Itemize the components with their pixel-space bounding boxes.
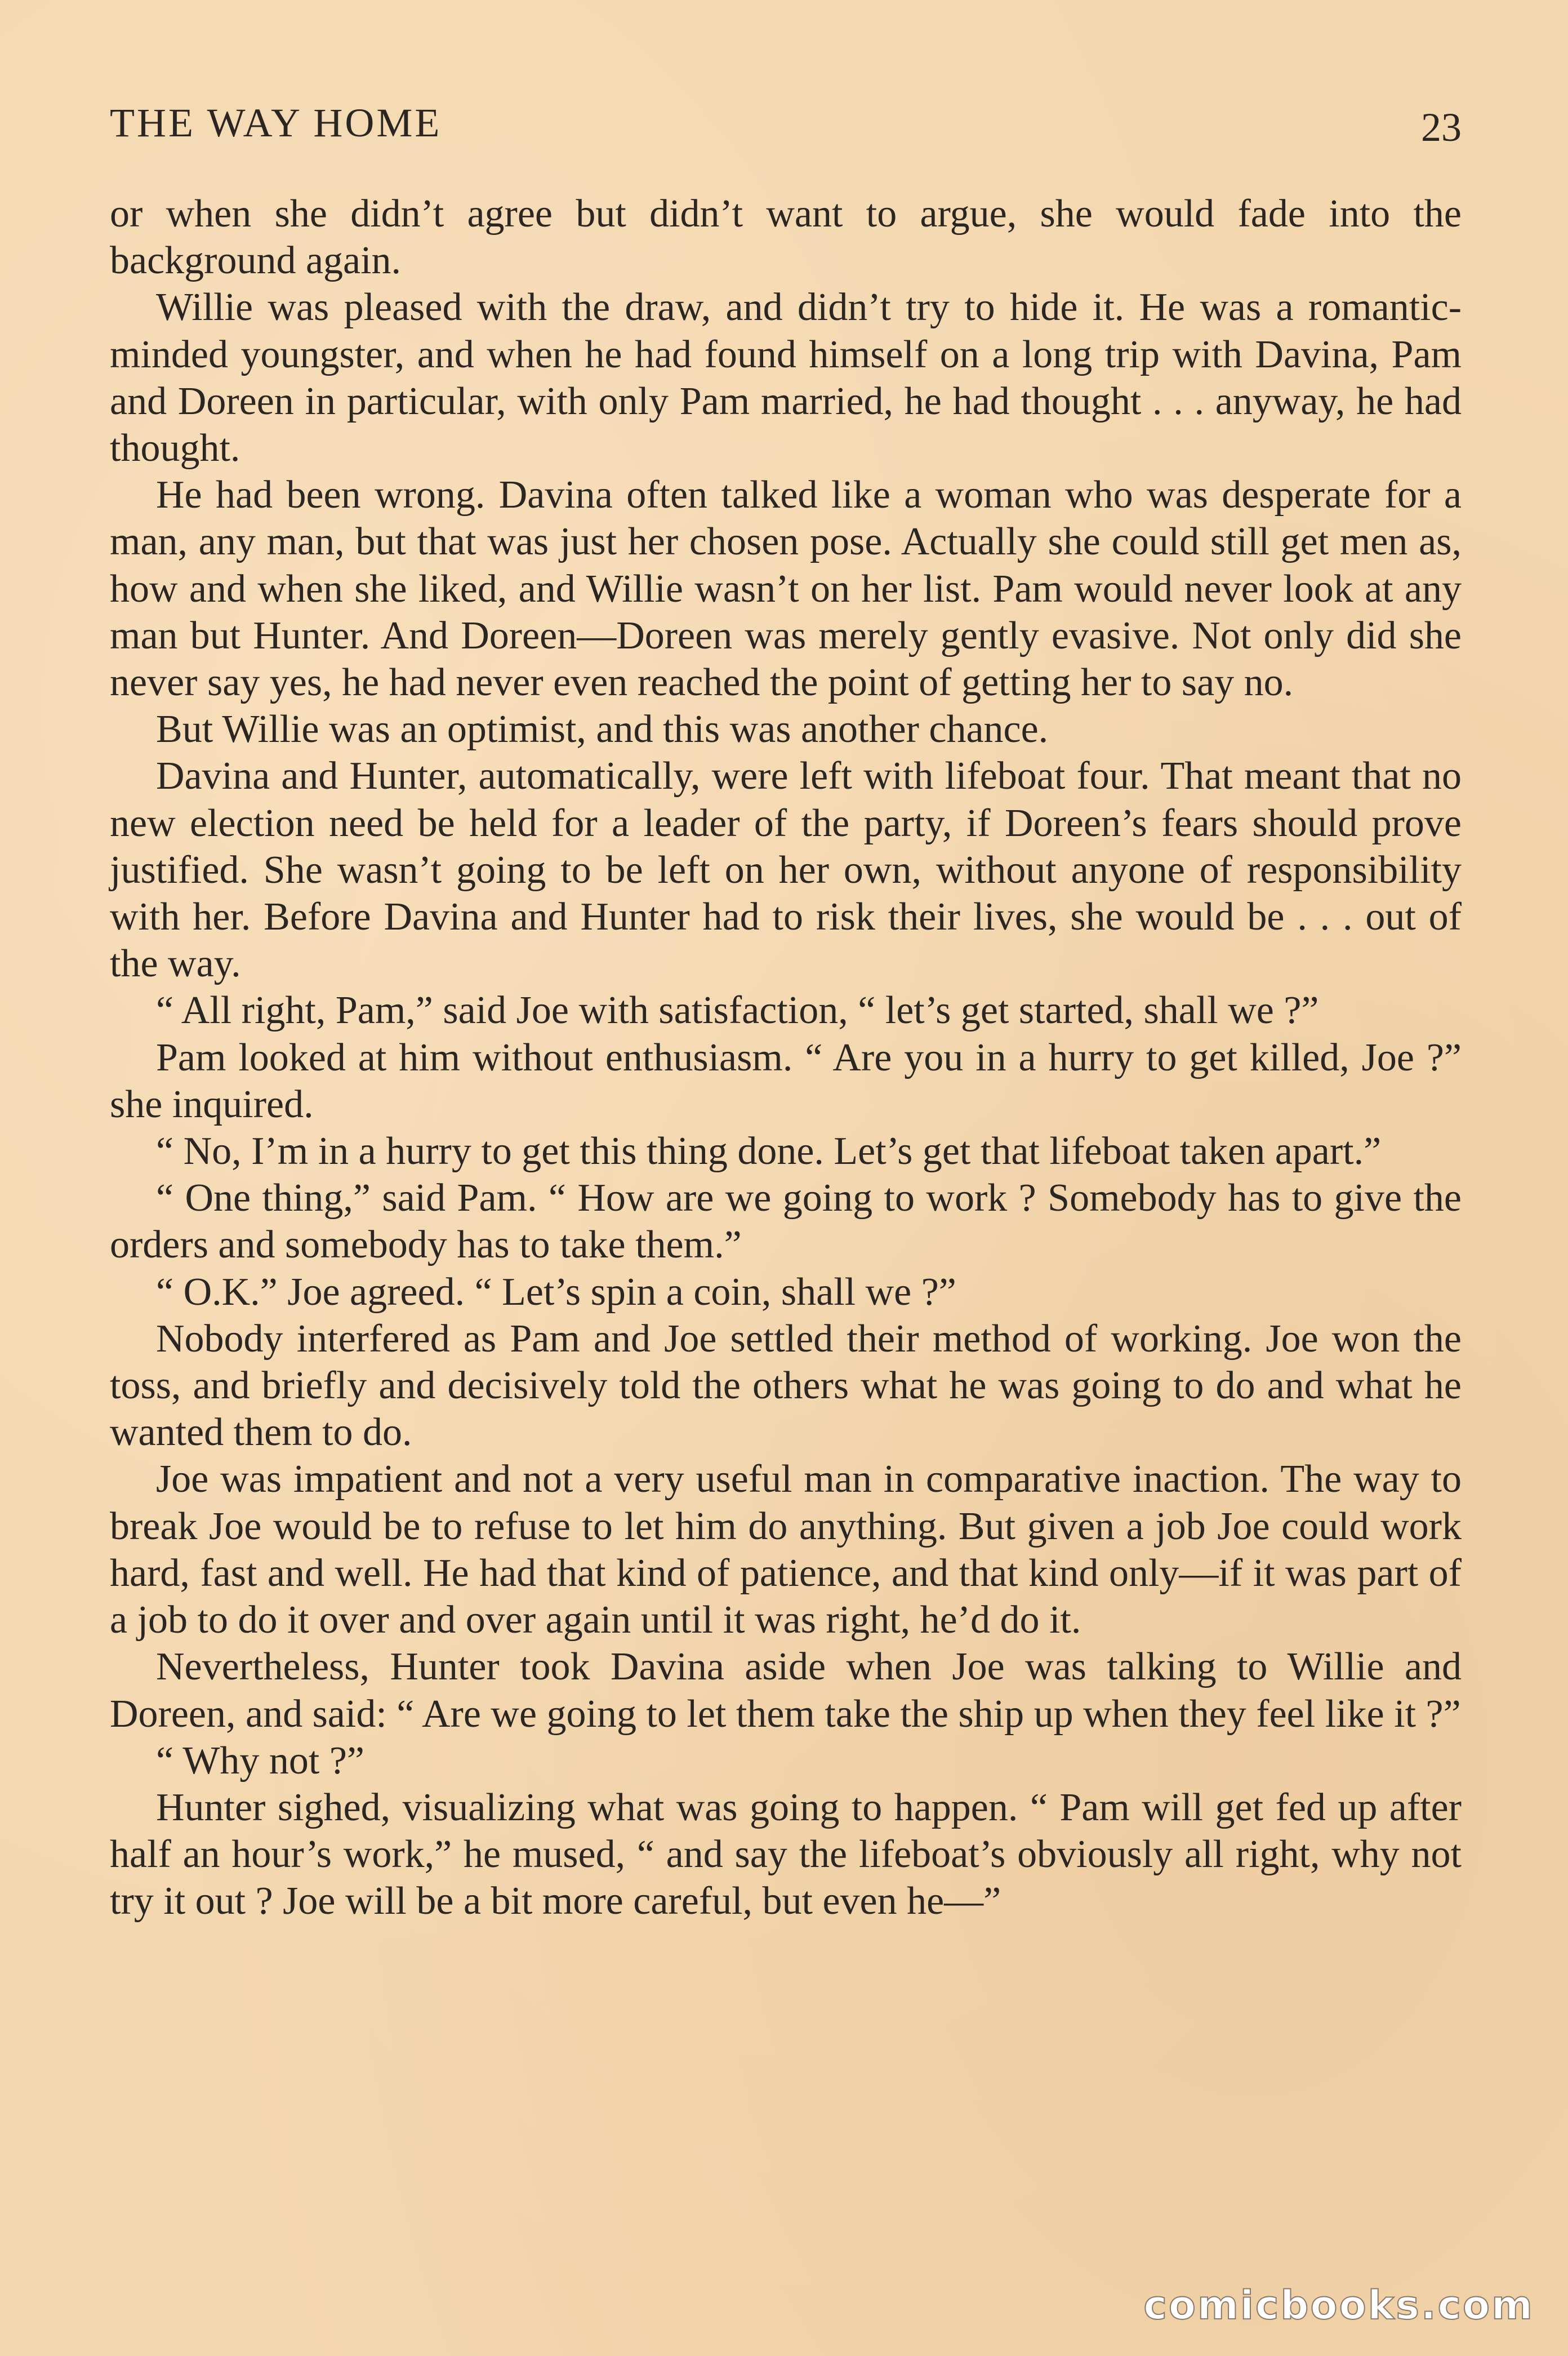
running-title: THE WAY HOME (110, 100, 442, 145)
paragraph: Nobody interfered as Pam and Joe settled their method of working. Joe won the toss, and briefly and decisively told the others what he was going to do and what he wanted them to do. (110, 1317, 1462, 1455)
paragraph: Pam looked at him without enthusiasm. “ Are you in a hurry to get killed, Joe ?” she inquired. (110, 1035, 1462, 1126)
paragraph: “ One thing,” said Pam. “ How are we going to work ? Somebody has to give the orders and somebody has to take them.” (110, 1176, 1462, 1267)
paragraph: “ All right, Pam,” said Joe with satisfaction, “ let’s get started, shall we ?” (156, 989, 1319, 1033)
paragraph: Hunter sighed, visualizing what was going to happen. “ Pam will get fed up after half an hour’s work,” he mused, “ and say the lifeboat’s obviously all right, why not try it out ? Joe will be a bit more careful, but even he—” (110, 1785, 1462, 1923)
watermark-logo: comicbooks.com (1143, 2282, 1534, 2328)
body-text (110, 190, 1462, 1925)
paragraph: Willie was pleased with the draw, and didn’t try to hide it. He was a romantic-minded youngster, and when he had found himself on a long trip with Davina, Pam and Doreen in particular, with only Pam married, he had thought . . . anyway, he had thought. (110, 286, 1462, 470)
paragraph: Joe was impatient and not a very useful man in comparative inaction. The way to break Joe would be to refuse to let him do anything. But given a job Joe could work hard, fast and well. He had that kind of patience, and that kind only—if it was part of a job to do it over and over again until it was right, he’d do it. (110, 1457, 1462, 1642)
paragraph: “ Why not ?” (156, 1739, 364, 1782)
running-head (110, 95, 1462, 151)
paragraph: But Willie was an optimist, and this was another chance. (156, 708, 1049, 752)
paragraph: or when she didn’t agree but didn’t want to argue, she would fade into the background again. (110, 192, 1462, 283)
paragraph: “ No, I’m in a hurry to get this thing done. Let’s get that lifeboat taken apart.” (156, 1130, 1382, 1173)
page-number: 23 (1421, 105, 1462, 150)
paragraph: Davina and Hunter, automatically, were left with lifeboat four. That meant that no new election need be held for a leader of the party, if Doreen’s fears should prove justified. She wasn’t going to be left on her own, without anyone of responsibility with her. Before Davina and Hunter had to risk their lives, she would be . . . out of the way. (110, 754, 1462, 986)
paragraph: “ O.K.” Joe agreed. “ Let’s spin a coin, shall we ?” (156, 1270, 956, 1314)
paragraph: He had been wrong. Davina often talked like a woman who was desperate for a man, any man, but that was just her chosen pose. Actually she could still get men as, how and when she liked, and Willie wasn’t on her list. Pam would never look at any man but Hunter. And Doreen—Doreen was merely gently evasive. Not only did she never say yes, he had never even reached the point of getting her to say no. (110, 473, 1462, 705)
paragraph: Nevertheless, Hunter took Davina aside when Joe was talking to Willie and Doreen, and said: “ Are we going to let them take the ship up when they feel like it ?” (110, 1645, 1462, 1736)
